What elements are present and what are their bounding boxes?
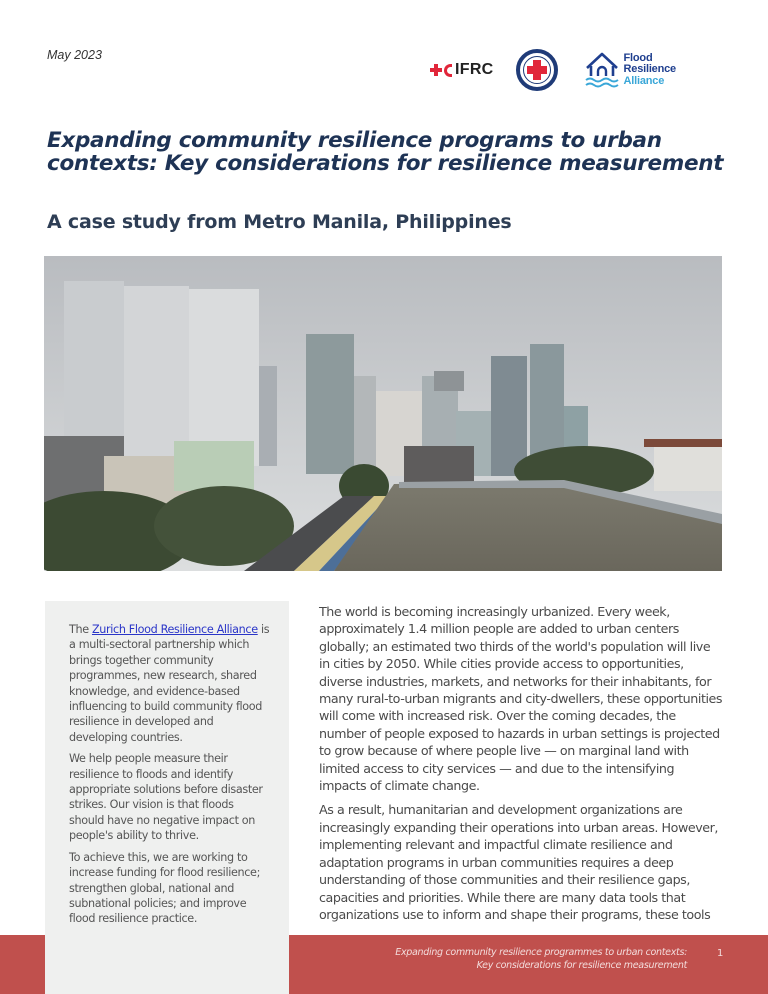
main-body-text bbox=[319, 603, 724, 930]
ifrc-logo-text: IFRC bbox=[455, 61, 494, 78]
zurich-flood-resilience-alliance-link[interactable]: Zurich Flood Resilience Alliance bbox=[91, 623, 258, 636]
manila-skyline-photo bbox=[44, 256, 722, 571]
alliance-info-sidebar bbox=[45, 601, 289, 994]
page-subtitle: A case study from Metro Manila, Philippines bbox=[47, 211, 512, 233]
house-waves-icon bbox=[584, 50, 620, 90]
partner-logos bbox=[430, 46, 676, 94]
sidebar-paragraph-2: We help people measure their resilience to floods and identify appropriate solutions before disaster strikes. Our vision is that floods should have no negative impact on people's ability to thrive. bbox=[69, 752, 263, 843]
sidebar-paragraph-1: The Zurich Flood Resilience Alliance is a multi-sectoral partnership which brings together community programmes, new research, shared knowledge, and evidence-based influencing to build community flood resilience in developed and developing countries. bbox=[69, 623, 270, 744]
red-crescent-icon bbox=[444, 64, 452, 77]
body-paragraph-1: The world is becoming increasingly urbanized. Every week, approximately 1.4 million people are added to urban centers globally; an estimated two thirds of the world's population will live in cities by 2050. While cities provide access to opportunities, diverse industries, markets, and networks for their inhabitants, for many rural-to-urban migrants and city-dwellers, these opportunities will come with increased risk. Over the coming decades, the number of people exposed to hazards in urban settings is projected to grow because of where people live — on marginal land with limited access to city services — and due to the intensifying impacts of climate change. bbox=[319, 604, 723, 794]
publication-date: May 2023 bbox=[47, 48, 102, 62]
fra-logo-text: Flood Resilience Alliance bbox=[623, 51, 676, 87]
sidebar-paragraph-3: To achieve this, we are working to increase funding for flood resilience; strengthen global, national and subnational policies; and improve flood resilience practice. bbox=[69, 850, 260, 926]
page-number: 1 bbox=[717, 948, 724, 959]
footer-running-title: Expanding community resilience programmes to urban contexts: Key considerations for resilience measurement bbox=[395, 947, 687, 971]
flood-resilience-alliance-logo bbox=[584, 50, 676, 90]
red-cross-icon bbox=[430, 64, 442, 76]
photo-illustration bbox=[44, 256, 722, 571]
ifrc-logo bbox=[430, 61, 494, 79]
body-paragraph-2: As a result, humanitarian and development organizations are increasingly expanding their operations into urban areas. However, implementing relevant and impactful climate resilience and adaptation programs in urban communities requires a deep understanding of those communities and their resilience gaps, capacities and priorities. While there are many data tools that organizations use to inform and shape their programs, these tools bbox=[319, 802, 718, 922]
page-title: Expanding community resilience programs to urban contexts: Key considerations for resilience measurement bbox=[47, 128, 724, 176]
philippine-red-cross-logo bbox=[516, 49, 558, 91]
